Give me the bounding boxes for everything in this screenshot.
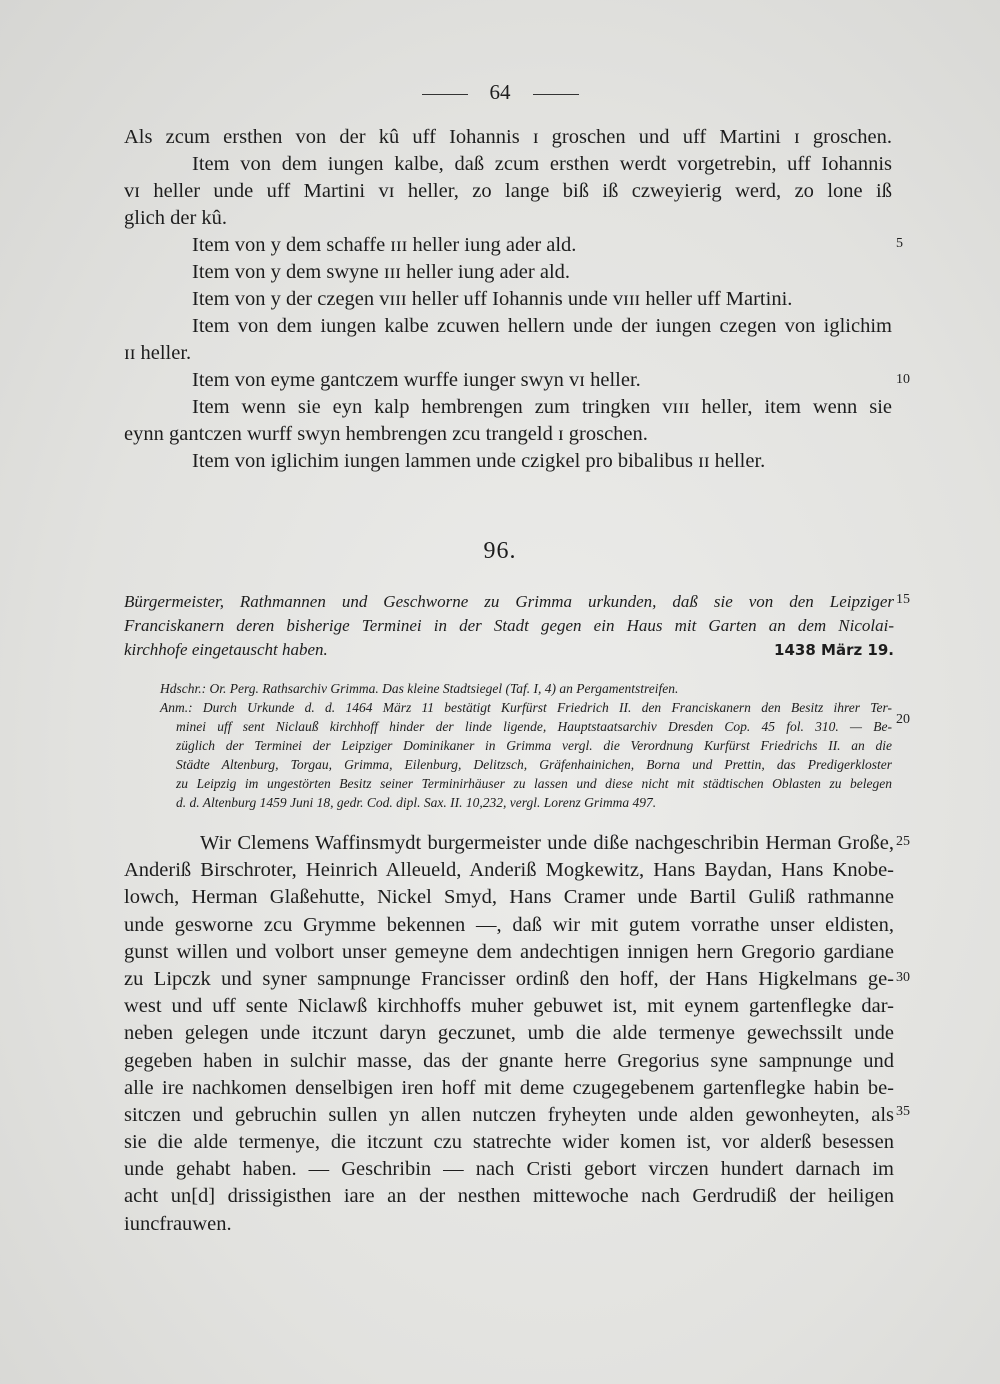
regest-date: 1438 März 19. xyxy=(774,641,894,659)
document-number: 96. xyxy=(483,538,517,564)
top-text-block xyxy=(124,124,892,475)
line-number: 5 xyxy=(896,236,903,251)
text-line: Item von iglichim iungen lammen unde czigkel pro bibalibus ɪɪ heller. xyxy=(192,450,766,472)
note-line: Anm.: Durch Urkunde d. d. 1464 März 11 bestätigt Kurfürst Friedrich II. den Franciskanern den Besitz ihrer Ter- xyxy=(160,700,892,715)
header-rule-right xyxy=(533,94,579,95)
text-line: Item von y dem swyne ɪɪɪ heller iung ader ald. xyxy=(192,261,571,283)
text-line: Item von y dem schaffe ɪɪɪ heller iung ader ald. xyxy=(192,234,577,256)
page-header xyxy=(0,80,1000,105)
text-line: alle ire nachkomen denselbigen iren hoff mit deme czugegebenem gartenflegke habin be- xyxy=(124,1076,894,1099)
text-line: acht un[d] drissigisthen iare an der nesthen mittewoche nach Gerdrudiß der heiligen xyxy=(124,1185,894,1208)
text-line: Item wenn sie eyn kalp hembrengen zum tringken vɪɪɪ heller, item wenn sie xyxy=(192,396,892,418)
text-line: lowch, Herman Glaßehutte, Nickel Smyd, Hans Cramer unde Bartil Guliß rathmanne xyxy=(124,886,894,909)
regest-line: Bürgermeister, Rathmannen und Geschworne zu Grimma urkunden, daß sie von den Leipziger xyxy=(124,592,894,611)
text-line: gegeben haben in sulchir masse, das der gnante herre Gregorius syne sampnunge und xyxy=(124,1049,894,1072)
note-line: Hdschr.: Or. Perg. Rathsarchiv Grimma. Das kleine Stadtsiegel (Taf. I, 4) an Pergamentstreifen. xyxy=(160,681,679,696)
text-line: sitczen und gebruchin sullen yn allen nutczen fryheyten unde alden gewonheyten, als xyxy=(124,1103,894,1126)
apparatus-notes xyxy=(160,679,892,812)
page-number: 64 xyxy=(489,80,511,104)
text-line: Als zcum ersthen von der kû uff Iohannis ɪ groschen und uff Martini ɪ groschen. xyxy=(124,126,892,148)
text-line: eynn gantczen wurff swyn hembrengen zcu trangeld ɪ groschen. xyxy=(124,423,648,445)
regest-line: Franciskanern deren bisherige Terminei in der Stadt gegen ein Haus mit Garten an dem Nicolai- xyxy=(124,616,894,635)
text-line: zu Lipczk und syner sampnunge Francisser ordinß den hoff, der Hans Higkelmans ge- xyxy=(124,967,894,990)
regest-line: kirchhofe eingetauscht haben. xyxy=(124,640,328,659)
main-text-block xyxy=(124,830,894,1238)
text-line: Wir Clemens Waffinsmydt burgermeister unde diße nachgeschribin Herman Große, xyxy=(200,832,894,854)
text-line: Item von dem iungen kalbe zcuwen hellern unde der iungen czegen von iglichim xyxy=(192,315,892,337)
text-line: Item von eyme gantczem wurffe iunger swyn vɪ heller. xyxy=(192,369,641,391)
text-line: Anderiß Birschroter, Heinrich Alleueld, Anderiß Mogkewitz, Hans Baydan, Hans Knobe- xyxy=(124,859,894,882)
text-line: iuncfrauwen. xyxy=(124,1212,232,1235)
note-line: züglich der Terminei der Leipziger Dominikaner in Grimma vergl. die Verordnung Kurfürst Friedrichs II. an die xyxy=(176,738,892,753)
text-line: unde gesworne zcu Grymme bekennen —, daß wir mit gutem vorrathe unser eldisten, xyxy=(124,913,894,936)
text-line: gunst willen und volbort unser gemeyne dem andechtigen innigen hern Gregorio gardiane xyxy=(124,940,894,963)
text-line: unde gehabt haben. — Geschribin — nach Cristi gebort virczen hundert darnach im xyxy=(124,1158,894,1181)
regest xyxy=(124,590,894,662)
line-number: 35 xyxy=(896,1104,910,1119)
note-line: d. d. Altenburg 1459 Juni 18, gedr. Cod. dipl. Sax. II. 10,232, vergl. Lorenz Grimma 497. xyxy=(176,795,657,810)
note-line: Städte Altenburg, Torgau, Grimma, Eilenburg, Delitzsch, Gräfenhainichen, Borna und Prettin, das Predigerkloster xyxy=(176,757,892,772)
line-number: 10 xyxy=(896,372,910,387)
line-number: 20 xyxy=(896,712,910,727)
text-line: neben gelegen unde itczunt daryn geczunet, umb die alde termenye gewechssilt unde xyxy=(124,1022,894,1045)
text-line: Item von y der czegen vɪɪɪ heller uff Iohannis unde vɪɪɪ heller uff Martini. xyxy=(192,288,793,310)
line-number: 15 xyxy=(896,592,910,607)
line-number: 30 xyxy=(896,970,910,985)
note-line: minei uff sent Niclauß kirchhoff hinder der linde ligende, Hauptstaatsarchiv Dresden Cop. 45 fol. 310. — Be- xyxy=(176,719,892,734)
text-line: ɪɪ heller. xyxy=(124,342,192,364)
line-number: 25 xyxy=(896,834,910,849)
text-line: Item von dem iungen kalbe, daß zcum ersthen werdt vorgetrebin, uff Iohannis xyxy=(192,153,892,175)
text-line: vɪ heller unde uff Martini vɪ heller, zo lange biß iß czweyierig werd, zo lone iß xyxy=(124,180,892,202)
text-line: glich der kû. xyxy=(124,207,228,229)
text-line: west und uff sente Niclawß kirchhoffs muher gebuwet ist, mit eynem gartenflegke dar- xyxy=(124,995,894,1018)
regest-last-line xyxy=(124,638,894,662)
note-line: zu Leipzig im ungestörten Besitz seiner Terminirhäuser zu lassen und diese nicht mit städtischen Oblasten zu belegen xyxy=(176,776,892,791)
text-line: sie die alde termenye, die itczunt czu statrechte wider komen ist, vor alderß besessen xyxy=(124,1131,894,1154)
header-rule-left xyxy=(422,94,468,95)
